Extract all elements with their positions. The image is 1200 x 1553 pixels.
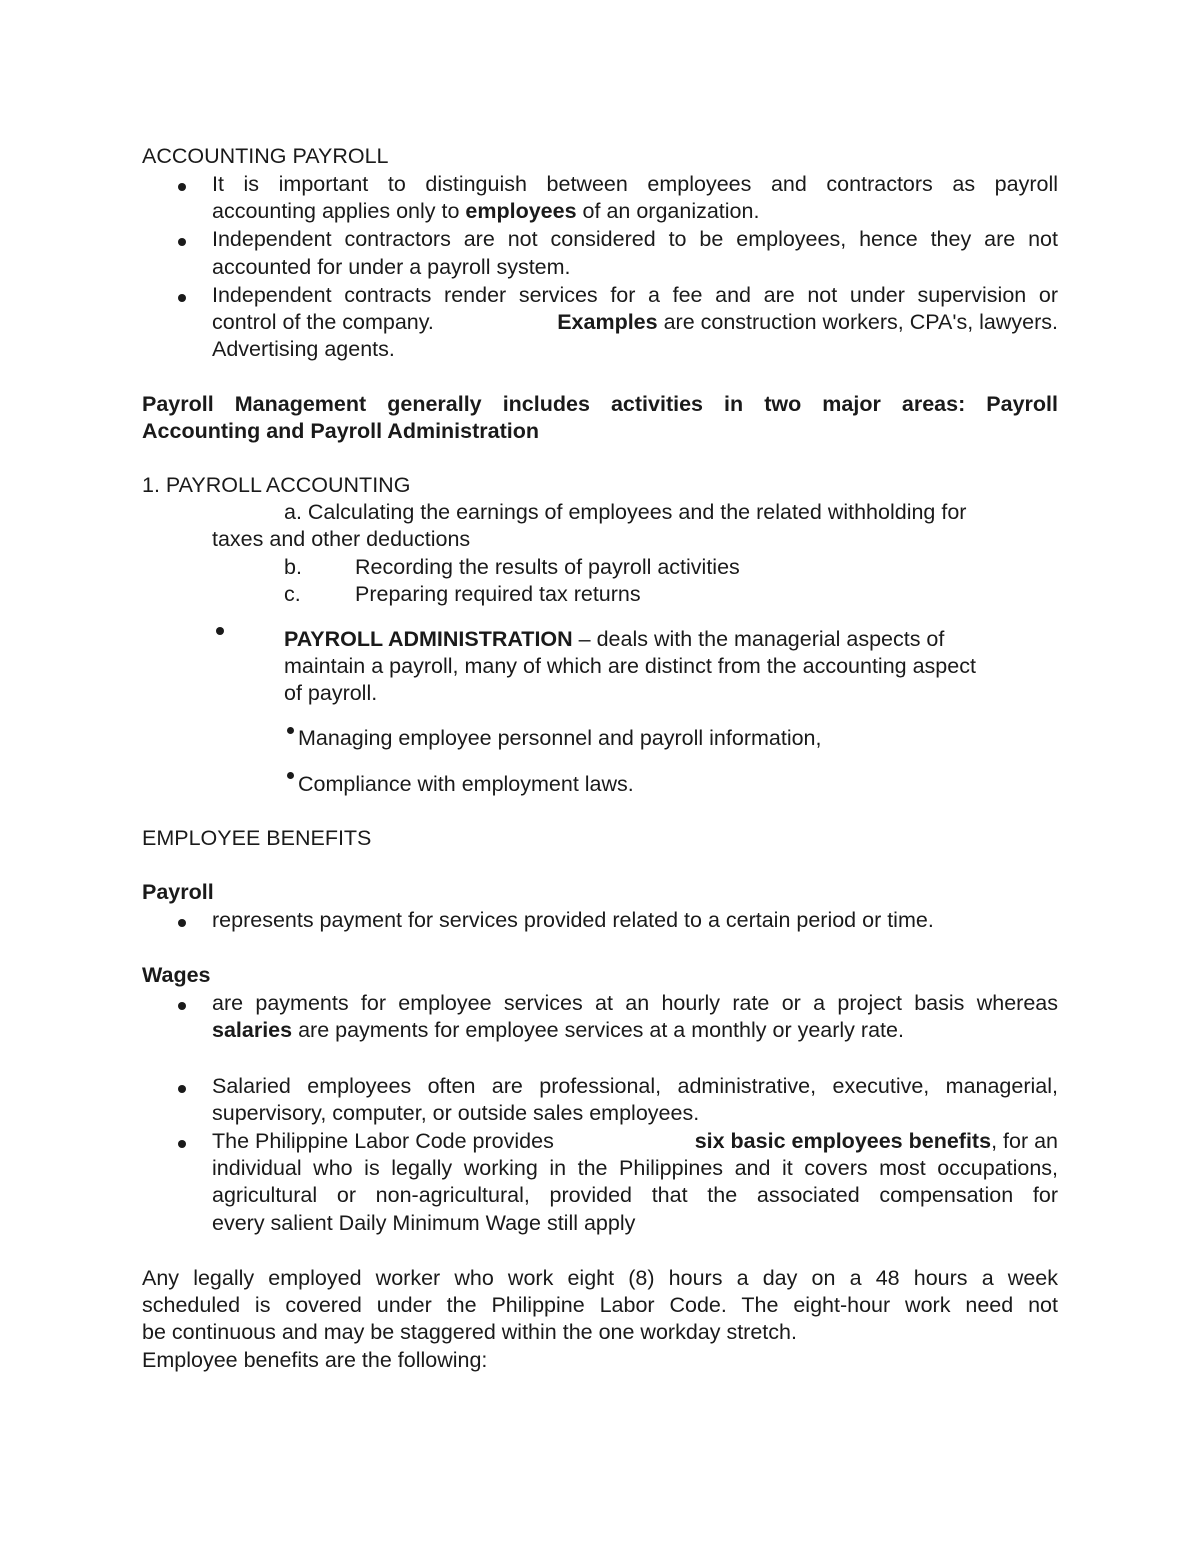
closing-paragraph-line: Employee benefits are the following: bbox=[142, 1348, 488, 1372]
bullet-text-line: represents payment for services provided related to a certain period or time. bbox=[212, 908, 934, 932]
bullet-text-line: Salaried employees often are professional, administrative, executive, managerial, bbox=[212, 1074, 1058, 1098]
bullet-icon bbox=[178, 1002, 186, 1010]
bold-term-salaries: salaries bbox=[212, 1018, 293, 1042]
bullet-text-line: Independent contracts render services for a fee and are not under supervision or bbox=[212, 283, 1058, 307]
bullet-icon bbox=[287, 727, 294, 734]
bullet-text-line: The Philippine Labor Code provides six basic employees benefits, for an bbox=[212, 1129, 1058, 1153]
payroll-administration-title: PAYROLL ADMINISTRATION bbox=[284, 627, 573, 651]
bullet-text-line: Independent contractors are not considered to be employees, hence they are not bbox=[212, 227, 1058, 251]
payroll-administration-line: maintain a payroll, many of which are distinct from the accounting aspect bbox=[284, 654, 976, 678]
list-item-a-continued: taxes and other deductions bbox=[212, 527, 471, 551]
payroll-administration-line: of payroll. bbox=[284, 681, 378, 705]
bullet-text-line: are payments for employee services at an hourly rate or a project basis whereas bbox=[212, 991, 1058, 1015]
bullet-text-line: supervisory, computer, or outside sales employees. bbox=[212, 1101, 700, 1125]
bullet-icon bbox=[178, 919, 186, 927]
list-item-c-label: c. bbox=[284, 582, 301, 606]
sub-bullet-text: Compliance with employment laws. bbox=[298, 772, 634, 796]
bullet-text-line: accounting applies only to employees of an organization. bbox=[212, 199, 760, 223]
bullet-text-line: It is important to distinguish between employees and contractors as payroll bbox=[212, 172, 1058, 196]
bullet-text-line: individual who is legally working in the Philippines and it covers most occupations, bbox=[212, 1156, 1058, 1180]
bullet-icon bbox=[216, 627, 224, 635]
bold-term-examples: Examples bbox=[557, 310, 658, 334]
management-paragraph-line: Payroll Management generally includes activities in two major areas: Payroll bbox=[142, 392, 1058, 416]
list-item-b-label: b. bbox=[284, 555, 302, 579]
bullet-text-line: every salient Daily Minimum Wage still apply bbox=[212, 1211, 636, 1235]
sub-bullet-text: Managing employee personnel and payroll information, bbox=[298, 726, 822, 750]
section-heading-payroll-accounting: 1. PAYROLL ACCOUNTING bbox=[142, 473, 411, 497]
section-heading-employee-benefits: EMPLOYEE BENEFITS bbox=[142, 826, 372, 850]
bullet-text-line: control of the company. Examples are construction workers, CPA's, lawyers. bbox=[212, 310, 1058, 334]
list-item-b: Recording the results of payroll activities bbox=[355, 555, 740, 579]
bold-term-six-basic-benefits: six basic employees benefits bbox=[694, 1129, 992, 1153]
bullet-text-line: accounted for under a payroll system. bbox=[212, 255, 571, 279]
bullet-icon bbox=[287, 772, 294, 779]
payroll-administration-line: PAYROLL ADMINISTRATION – deals with the managerial aspects of bbox=[284, 627, 945, 651]
subheading-wages: Wages bbox=[142, 963, 211, 987]
closing-paragraph-line: scheduled is covered under the Philippine Labor Code. The eight-hour work need not bbox=[142, 1293, 1058, 1317]
bullet-text-line: salaries are payments for employee services at a monthly or yearly rate. bbox=[212, 1018, 904, 1042]
closing-paragraph-line: be continuous and may be staggered within the one workday stretch. bbox=[142, 1320, 797, 1344]
list-item-a: a. Calculating the earnings of employees and the related withholding for bbox=[284, 500, 967, 524]
subheading-payroll: Payroll bbox=[142, 880, 214, 904]
bullet-icon bbox=[178, 238, 186, 246]
bold-term-employees: employees bbox=[465, 199, 577, 223]
section-heading-accounting-payroll: ACCOUNTING PAYROLL bbox=[142, 144, 389, 168]
closing-paragraph-line: Any legally employed worker who work eight (8) hours a day on a 48 hours a week bbox=[142, 1266, 1058, 1290]
bullet-icon bbox=[178, 1140, 186, 1148]
bullet-text-line: agricultural or non-agricultural, provided that the associated compensation for bbox=[212, 1183, 1058, 1207]
list-item-c: Preparing required tax returns bbox=[355, 582, 641, 606]
management-paragraph-line: Accounting and Payroll Administration bbox=[142, 419, 539, 443]
bullet-icon bbox=[178, 1085, 186, 1093]
bullet-text-line: Advertising agents. bbox=[212, 337, 395, 361]
bullet-icon bbox=[178, 183, 186, 191]
bullet-icon bbox=[178, 294, 186, 302]
